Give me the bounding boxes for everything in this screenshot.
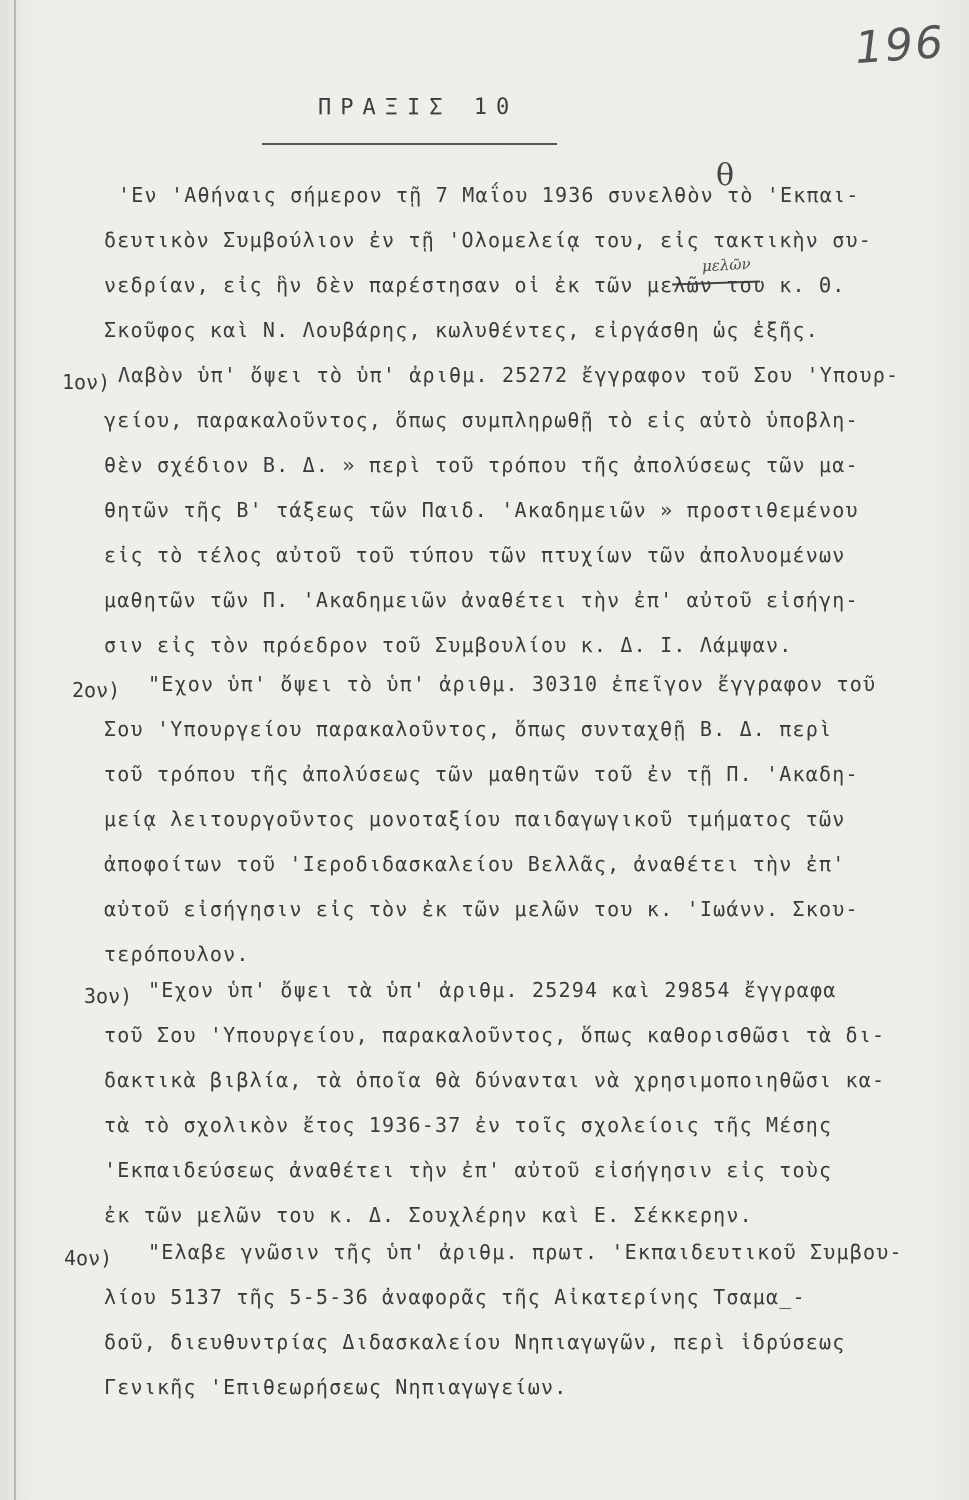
item-line: τὰ τὸ σχολικὸν ἔτος 1936-37 ἐν τοῖς σχολείοις τῆς Μέσης [104,1113,833,1137]
binding-edge [14,0,16,1500]
intro-line: δευτικὸν Συμβούλιον ἐν τῇ 'Ολομελείᾳ του, εἰς τακτικὴν συ- [104,228,872,252]
item-line: τοῦ Σου 'Υπουργείου, παρακαλοῦντος, ὅπως καθορισθῶσι τὰ δι- [104,1023,886,1047]
item-line: Λαβὸν ὑπ' ὄψει τὸ ὑπ' ἀριθμ. 25272 ἔγγραφον τοῦ Σου 'Υπουρ- [118,363,900,387]
intro-line: Σκοῦφος καὶ Ν. Λουβάρης, κωλυθέντες, εἰργάσθη ὡς ἑξῆς. [104,318,820,342]
page-number: 196 [853,16,947,75]
item-number: 4ον) [64,1246,113,1270]
item-line: "Εχον ὑπ' ὄψει τὰ ὑπ' ἀριθμ. 25294 καὶ 29854 ἔγγραφα [148,978,837,1002]
item-line: θητῶν τῆς Β' τάξεως τῶν Παιδ. 'Ακαδημειῶν » προστιθεμένου [104,498,859,522]
item-number: 1ον) [62,370,111,394]
item-line: σιν εἰς τὸν πρόεδρον τοῦ Συμβουλίου κ. Δ. Ι. Λάμψαν. [104,633,793,657]
item-line: ἀποφοίτων τοῦ 'Ιεροδιδασκαλείου Βελλᾶς, ἀναθέτει τὴν ἐπ' [104,852,846,876]
handwritten-annotation: μελῶν [701,254,752,276]
item-line: "Εχον ὑπ' ὄψει τὸ ὑπ' ἀριθμ. 30310 ἐπεῖγον ἔγγραφον τοῦ [148,672,877,696]
item-line: τερόπουλον. [104,942,250,966]
item-line: ἐκ τῶν μελῶν του κ. Δ. Σουχλέρην καὶ Ε. Σέκκερην. [104,1203,753,1227]
item-line: δοῦ, διευθυντρίας Διδασκαλείου Νηπιαγωγῶν, περὶ ἱδρύσεως [104,1330,846,1354]
intro-line: 'Εν 'Αθήναις σήμερον τῇ 7 Μαΐου 1936 συνελθὸν τὸ 'Εκπαι- [118,183,860,207]
item-line: εἰς τὸ τέλος αὐτοῦ τοῦ τύπου τῶν πτυχίων τῶν ἀπολυομένων [104,543,846,567]
item-line: δακτικὰ βιβλία, τὰ ὁποῖα θὰ δύνανται νὰ χρησιμοποιηθῶσι κα- [104,1068,886,1092]
item-line: θὲν σχέδιον Β. Δ. » περὶ τοῦ τρόπου τῆς ἀπολύσεως τῶν μα- [104,453,859,477]
item-line: 'Εκπαιδεύσεως ἀναθέτει τὴν ἐπ' αὐτοῦ εἰσήγησιν εἰς τοὺς [104,1158,833,1182]
handwritten-correction: θ [716,158,735,193]
item-number: 3ον) [84,984,133,1008]
item-number: 2ον) [72,678,121,702]
item-line: λίου 5137 τῆς 5-5-36 ἀναφορᾶς τῆς Αἰκατερίνης Τσαμα_- [104,1285,806,1309]
item-line: "Ελαβε γνῶσιν τῆς ὑπ' ἀριθμ. πρωτ. 'Εκπαιδευτικοῦ Συμβου- [148,1240,903,1264]
item-line: μαθητῶν τῶν Π. 'Ακαδημειῶν ἀναθέτει τὴν ἐπ' αὐτοῦ εἰσήγη- [104,588,859,612]
intro-line: νεδρίαν, εἰς ἣν δὲν παρέστησαν οἱ ἐκ τῶν μελῶν του κ. Θ. [104,273,846,297]
item-line: γείου, παρακαλοῦντος, ὅπως συμπληρωθῇ τὸ εἰς αὐτὸ ὑποβλη- [104,408,859,432]
item-line: Σου 'Υπουργείου παρακαλοῦντος, ὅπως συνταχθῇ Β. Δ. περὶ [104,717,833,741]
item-line: Γενικῆς 'Επιθεωρήσεως Νηπιαγωγείων. [104,1375,568,1399]
document-title: ΠΡΑΞΙΣ 10 [318,95,519,120]
item-line: αὐτοῦ εἰσήγησιν εἰς τὸν ἐκ τῶν μελῶν του κ. 'Ιωάνν. Σκου- [104,897,859,921]
title-underline [262,143,557,145]
item-line: τοῦ τρόπου τῆς ἀπολύσεως τῶν μαθητῶν τοῦ ἐν τῇ Π. 'Ακαδη- [104,762,859,786]
item-line: μείᾳ λειτουργοῦντος μονοταξίου παιδαγωγικοῦ τμήματος τῶν [104,807,846,831]
